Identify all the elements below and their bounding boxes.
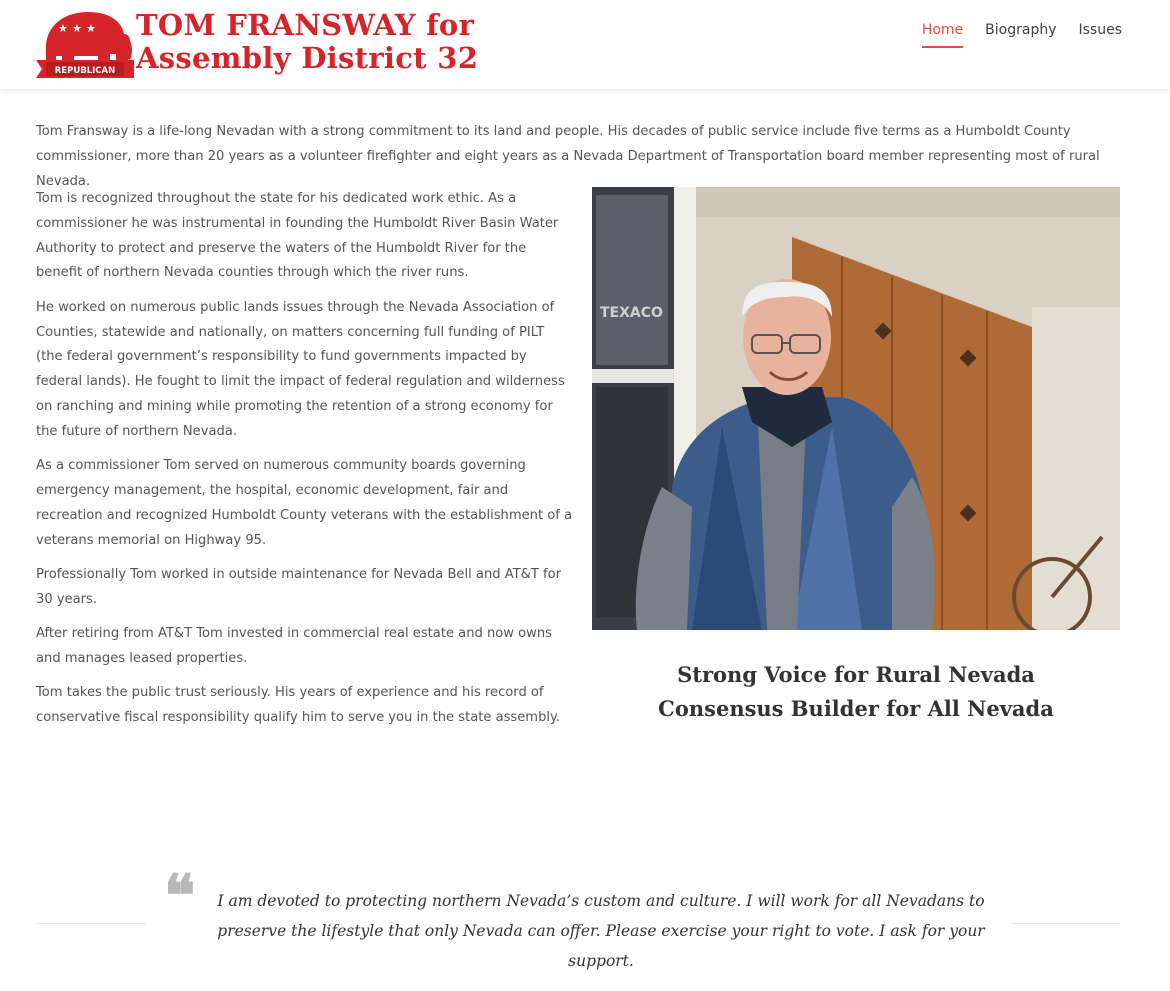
intro-paragraph: Tom Fransway is a life-long Nevadan with a strong commitment to its land and people. His decades of public service include five terms as a Humboldt County commissioner, more than 20 years as a volunteer firefighter and eight years as a Nevada Department of Transportation board member representing most of rural Nevada. — [36, 124, 1100, 189]
quote-text: I am devoted to protecting northern Nevada’s custom and culture. I will work for all Nevadans to preserve the lifestyle that only Nevada can offer. Please exercise your right to vote. I ask for your support. — [217, 892, 985, 970]
svg-text:★: ★ — [58, 22, 68, 35]
nav-biography[interactable]: Biography — [985, 22, 1057, 38]
quote-block — [36, 862, 1120, 970]
svg-text:★: ★ — [72, 22, 82, 35]
republican-elephant-icon — [36, 8, 134, 82]
site-logo[interactable] — [36, 8, 479, 82]
candidate-photo — [592, 187, 1120, 630]
tagline-line1: Strong Voice for Rural Nevada — [677, 662, 1035, 687]
nav-issues[interactable]: Issues — [1078, 22, 1122, 38]
bio-paragraph: Professionally Tom worked in outside maintenance for Nevada Bell and AT&T for 30 years. — [36, 566, 562, 607]
texaco-sign-text: TEXACO — [600, 305, 663, 321]
bio-paragraph: After retiring from AT&T Tom invested in commercial real estate and now owns and manages leased properties. — [36, 626, 552, 666]
tagline — [592, 658, 1120, 726]
divider — [36, 923, 146, 924]
site-header — [0, 0, 1170, 89]
bio-paragraph: Tom takes the public trust seriously. His years of experience and his record of conservative fiscal responsibility qualify him to serve you in the state assembly. — [36, 685, 561, 726]
quote-icon: ❝ — [164, 862, 196, 930]
tagline-line2: Consensus Builder for All Nevada — [658, 696, 1054, 721]
nav-home[interactable]: Home — [922, 22, 963, 48]
logo-badge-text: REPUBLICAN — [54, 66, 116, 76]
svg-text:★: ★ — [86, 22, 96, 35]
bio-paragraph: He worked on numerous public lands issues through the Nevada Association of Counties, statewide and nationally, on matters concerning full funding of PILT (the federal government’s responsibility to fund governments impacted by federal lands). He fought to limit the impact of federal regulation and wilderness on ranching and mining while promoting the retention of a strong economy for the future of northern Nevada. — [36, 299, 565, 439]
biography-text — [36, 187, 574, 741]
bio-paragraph: Tom is recognized throughout the state for his dedicated work ethic. As a commissioner he was instrumental in founding the Humboldt River Basin Water Authority to protect and preserve the waters of the Humboldt River for the benefit of northern Nevada counties through which the river runs. — [36, 191, 559, 281]
bio-paragraph: As a commissioner Tom served on numerous community boards governing emergency management, the hospital, economic development, fair and recreation and recognized Humboldt County veterans with the establishment of a veterans memorial on Highway 95. — [36, 458, 573, 548]
main-nav — [922, 22, 1122, 48]
logo-title-line1: TOM FRANSWAY for — [136, 8, 475, 42]
logo-title-line2: Assembly District 32 — [136, 41, 479, 75]
divider — [1011, 923, 1120, 924]
